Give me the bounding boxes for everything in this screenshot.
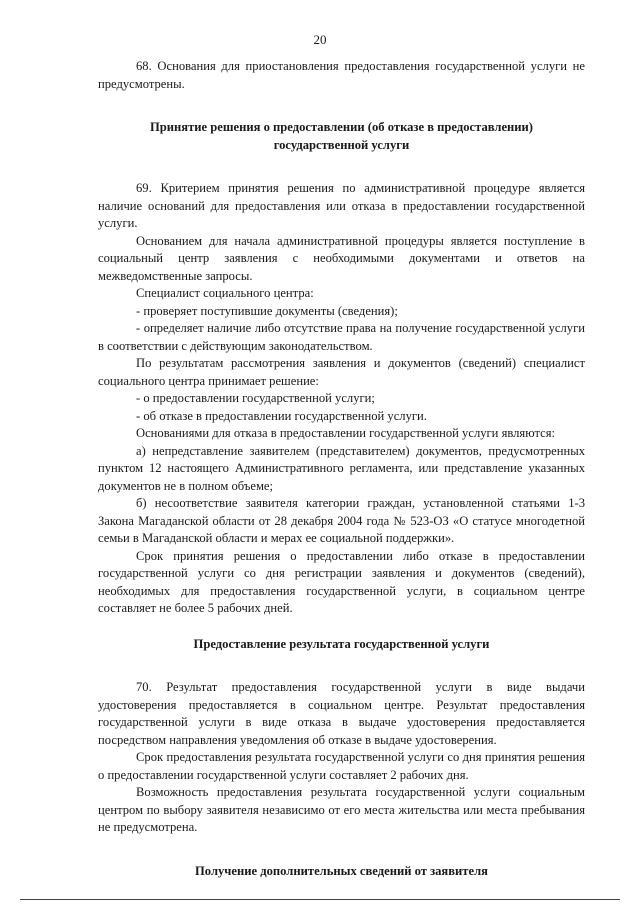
section-heading-additional-info: Получение дополнительных сведений от заявителя: [195, 863, 488, 878]
list-item-check: - проверяет поступившие документы (сведения);: [136, 303, 398, 318]
document-body: [98, 58, 585, 880]
list-item-a: а) непредставление заявителем (представителем) документов, предусмотренных пунктом 12 настоящего Административного регламента, или представление указанных документов не в полном объеме;: [98, 443, 585, 493]
paragraph-70-term: Срок предоставления результата государственной услуги со дня принятия решения о предоставлении государственной услуги составляет 2 рабочих дня.: [98, 750, 585, 782]
section-heading-decision: Принятие решения о предоставлении (об отказе в предоставлении) государственной услуги: [149, 120, 534, 152]
list-item-determine: - определяет наличие либо отсутствие права на получение государственной услуги в соответствии с действующим законодательством.: [98, 321, 585, 353]
section-heading-result: Предоставление результата государственной услуги: [193, 636, 490, 651]
paragraph-69-term: Срок принятия решения о предоставлении либо отказе в предоставлении государственной услуги со дня регистрации заявления и документов (сведений), необходимых для предоставления государственной услуги, в социальном центре составляет не более 5 рабочих дней.: [98, 548, 585, 615]
list-item-grant: - о предоставлении государственной услуги;: [136, 391, 375, 405]
list-item-b: б) несоответствие заявителя категории граждан, установленной статьями 1-3 Закона Магаданской области от 28 декабря 2004 года № 523-ОЗ «О статусе многодетной семьи в Магаданской области и мерах ее социальной поддержки».: [98, 496, 585, 545]
bottom-divider: [20, 899, 620, 900]
paragraph-69: 69. Критерием принятия решения по административной процедуре является наличие оснований для предоставления или отказа в предоставлении государственной услуги.: [98, 181, 585, 230]
paragraph-69-basis: Основанием для начала административной процедуры является поступление в социальный центр заявления с необходимыми документами и ответов на межведомственные запросы.: [98, 233, 585, 283]
paragraph-70-possibility: Возможность предоставления результата государственной услуги социальным центром по выбору заявителя независимо от его места жительства или места пребывания не предусмотрена.: [98, 785, 585, 834]
paragraph-69-grounds: Основаниями для отказа в предоставлении государственной услуги являются:: [136, 426, 556, 440]
page-number: 20: [313, 32, 327, 47]
paragraph-68: 68. Основания для приостановления предоставления государственной услуги не предусмотрены.: [98, 59, 585, 91]
list-item-refuse: - об отказе в предоставлении государственной услуги.: [136, 408, 427, 423]
paragraph-69-results: По результатам рассмотрения заявления и документов (сведений) специалист социального центра принимает решение:: [98, 356, 585, 388]
paragraph-70: 70. Результат предоставления государственной услуги в виде выдачи удостоверения предоставляется в социальном центре. Результат предоставления государственной услуги в виде отказа в выдаче удостоверения предоставляется посредством направления уведомления об отказе в выдаче удостоверения.: [98, 680, 585, 747]
paragraph-69-specialist: Специалист социального центра:: [136, 286, 314, 300]
